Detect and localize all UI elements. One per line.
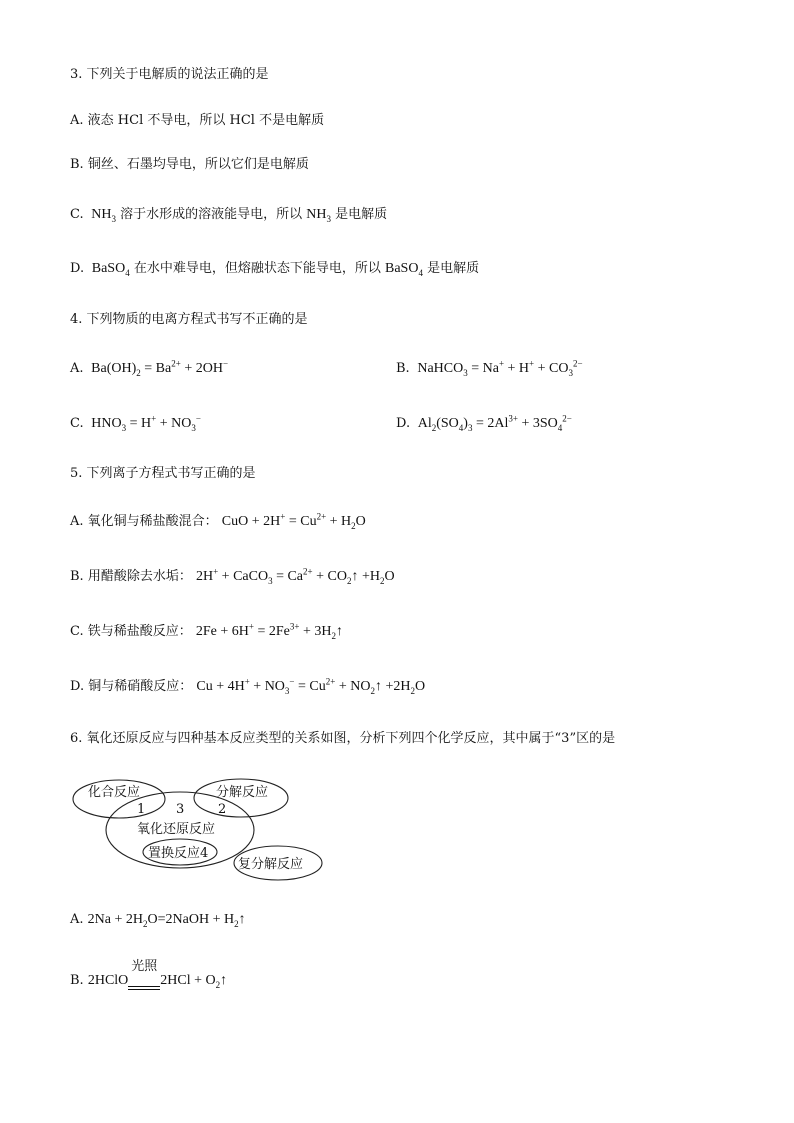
q6-stem: 6. 氧化还原反应与四种基本反应类型的关系如图，分析下列四个化学反应，其中属于“3”区的是 [70,731,616,746]
label-n3: 3 [176,802,185,817]
label-decomposition: 分解反应 [216,785,269,800]
q3-option-d-text2: 是电解质 [427,261,480,276]
q4-option-b [396,360,583,378]
q3-option-d-text1: 在水中难导电，但熔融状态下能导电，所以 [133,261,381,276]
q5-option-c [70,623,343,641]
q4-option-a-label: A. [70,361,84,376]
q3-option-d-label: D. [70,261,85,276]
q6-equation-b: 2HClO [87,973,129,988]
q5-option-a-text: A. 氧化铜与稀盐酸混合： [70,514,218,529]
q4-option-d-label: D. [396,416,411,431]
q5-option-d-text: D. 铜与稀硝酸反应： [70,679,193,694]
q3-formula-nh3-1: $NH_3$ [87,207,116,224]
q6-equation-a: $2Na + 2H_2O=2NaOH$ + $H_2↑$ [87,912,246,929]
reaction-condition [128,959,160,990]
label-n1: 1 [137,802,146,817]
q3-formula-nh3-2: $NH_3$ [306,207,332,224]
q5-option-b-text: B. 用醋酸除去水垢： [70,569,192,584]
q5-equation-c: $2Fe + 6H^+ = 2Fe^{3+}$ + $3H_2↑$ [195,621,343,641]
q5-equation-d: $Cu + 4H^+ + NO_3^- = Cu^{2+}$ + $NO_2↑ +2H_2O$ [196,676,426,696]
q3-option-c-text1: 溶于水形成的溶液能导电，所以 [120,207,303,222]
q5-option-c-text: C. 铁与稀盐酸反应： [70,624,192,639]
label-double-decomposition: 复分解反应 [238,857,304,872]
q6-option-b [70,959,228,990]
q4-equation-c: $HNO_3 = H^+ + NO_3^-$ [87,413,201,433]
q6-option-a-label: A. [70,912,84,927]
q4-option-b-label: B. [396,361,410,376]
q4-option-d [396,415,572,433]
label-displacement: 置换反应4 [148,846,209,861]
label-n2: 2 [218,802,227,817]
label-combination: 化合反应 [88,785,141,800]
q5-option-d [70,678,425,696]
q4-stem: 4. 下列物质的电离方程式书写不正确的是 [70,312,308,327]
q6-option-b-label: B. [70,973,84,988]
label-redox: 氧化还原反应 [137,822,216,837]
q3-formula-baso4-2: BaSO$_4$ [384,261,423,278]
q4-option-c [70,415,201,433]
q4-equation-d: $Al_2(SO_4)_3 = 2Al^{3+} + 3SO_4^{2-}$ [414,413,572,433]
q6-option-a [70,911,246,929]
q3-option-a: A. 液态 HCl 不导电，所以 HCl 不是电解质 [70,113,325,128]
q3-formula-baso4-1: BaSO$_4$ [88,261,130,278]
q5-equation-b: 2H+ + CaCO$_3$ = $Ca^{2+}$ + $CO_2↑ +H_2O$ [195,566,395,586]
q4-equation-a: $Ba(OH)_2 = Ba^{2+} + 2OH^-$ [87,358,229,378]
q6-equation-b-products: $2HCl + O_2↑$ [160,973,228,990]
q3-option-c-text2: 是电解质 [335,207,388,222]
q3-option-c-label: C. [70,207,84,222]
q4-equation-b: NaHCO$_3$ = $Na^+ + H^+ + CO_3^{2-}$ [413,358,583,378]
q5-option-b [70,568,395,586]
reaction-equals-bar [128,986,160,990]
q4-option-c-label: C. [70,416,84,431]
q4-option-a [70,360,228,378]
q3-option-b: B. 铜丝、石墨均导电，所以它们是电解质 [70,157,309,172]
q5-option-a [70,513,366,531]
q3-stem: 3. 下列关于电解质的说法正确的是 [70,67,269,82]
q5-equation-a: CuO + $2H^+ = Cu^{2+} + H_2O$ [221,511,366,531]
q3-option-d [70,260,479,278]
reaction-condition-light: 光照 [131,959,158,974]
reaction-venn-diagram [70,776,330,890]
q3-option-c [70,206,387,224]
q5-stem: 5. 下列离子方程式书写正确的是 [70,466,256,481]
